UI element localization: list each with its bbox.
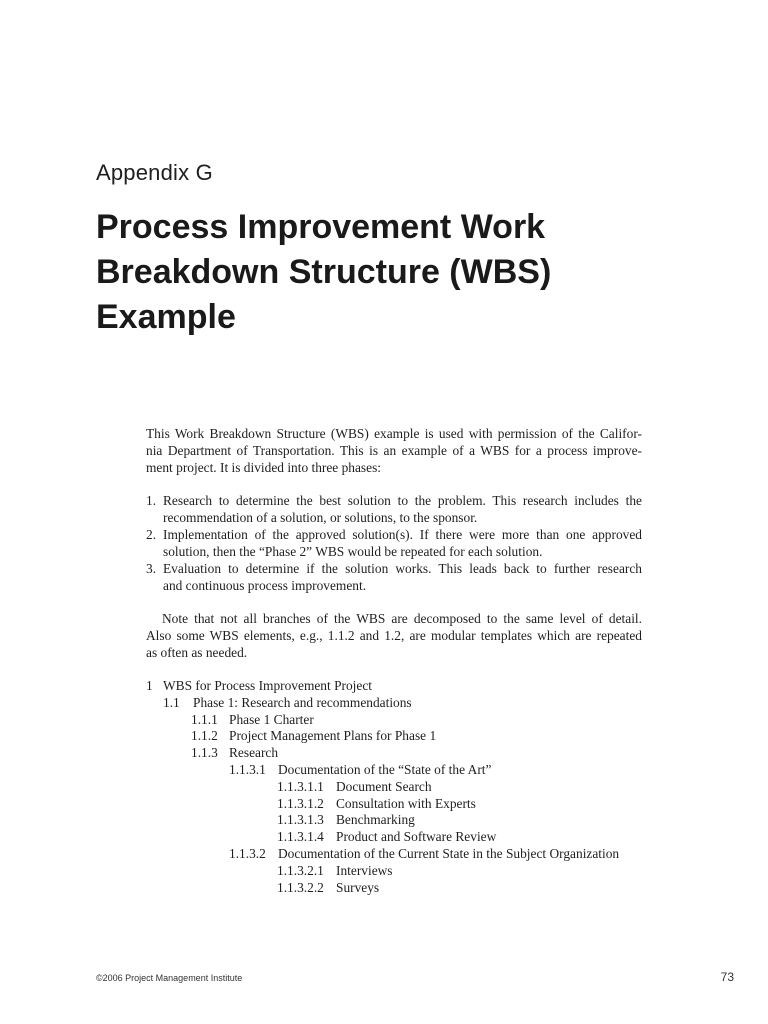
wbs-outline — [146, 677, 642, 895]
wbs-item — [146, 828, 642, 845]
wbs-item — [146, 795, 642, 812]
title-line: Breakdown Structure (WBS) — [96, 253, 552, 291]
wbs-code: 1.1.1 — [191, 711, 218, 727]
phase-line: recommendation of a solution, or solutions, to the sponsor. — [163, 510, 478, 525]
title-line: Process Improvement Work — [96, 208, 546, 246]
footer-copyright: ©2006 Project Management Institute — [96, 973, 243, 983]
wbs-item — [146, 711, 642, 728]
wbs-label: Document Search — [336, 778, 432, 794]
wbs-label: Surveys — [336, 879, 380, 895]
wbs-label: Phase 1: Research and recommendations — [193, 694, 412, 710]
title-line: Example — [96, 298, 236, 336]
wbs-code: 1.1.3.1.2 — [277, 795, 324, 811]
wbs-label: Phase 1 Charter — [229, 711, 314, 727]
wbs-item — [146, 677, 642, 694]
phase-line: Research to determine the best solution to the problem. This research includes the — [163, 493, 642, 508]
note-paragraph — [146, 610, 642, 661]
wbs-code: 1.1.3.1 — [229, 761, 266, 777]
phase-number: 2. — [146, 527, 157, 542]
wbs-label: Research — [229, 745, 279, 761]
appendix-label: Appendix G — [96, 160, 213, 185]
phase-item — [146, 526, 642, 560]
intro-line: This Work Breakdown Structure (WBS) example is used with permission of the Califor- — [146, 426, 642, 441]
wbs-item — [146, 761, 642, 778]
wbs-item — [146, 778, 642, 795]
page-number: 73 — [720, 970, 734, 984]
wbs-label: Product and Software Review — [336, 829, 497, 845]
wbs-code: 1.1.3.2.2 — [277, 879, 324, 895]
phase-number: 1. — [146, 493, 157, 508]
wbs-code: 1.1.3.2.1 — [277, 862, 324, 878]
wbs-item — [146, 862, 642, 879]
wbs-code: 1.1.3.2 — [229, 845, 266, 861]
note-line: as often as needed. — [146, 645, 248, 660]
wbs-label: Benchmarking — [336, 812, 415, 828]
phase-line: and continuous process improvement. — [163, 578, 367, 593]
note-line: Also some WBS elements, e.g., 1.1.2 and 1.2, are modular templates which are repeated — [146, 628, 642, 643]
wbs-item — [146, 845, 642, 862]
intro-line: nia Department of Transportation. This is an example of a WBS for a process improve- — [146, 443, 642, 458]
phase-line: Implementation of the approved solution(s). If there were more than one approved — [163, 527, 642, 542]
intro-line: ment project. It is divided into three phases: — [146, 460, 382, 475]
note-line: Note that not all branches of the WBS are decomposed to the same level of detail. — [162, 611, 642, 626]
wbs-code: 1.1 — [163, 694, 180, 710]
wbs-label: WBS for Process Improvement Project — [163, 678, 372, 693]
wbs-code: 1.1.3.1.4 — [277, 829, 324, 845]
wbs-item — [146, 727, 642, 744]
wbs-item — [146, 694, 642, 711]
wbs-item — [146, 879, 642, 896]
wbs-item — [146, 744, 642, 761]
body-text — [146, 425, 642, 895]
phase-line: solution, then the “Phase 2” WBS would be repeated for each solution. — [163, 544, 543, 559]
wbs-code: 1 — [146, 678, 153, 693]
wbs-code: 1.1.3 — [191, 745, 218, 761]
phase-item — [146, 492, 642, 526]
wbs-code: 1.1.3.1.1 — [277, 778, 324, 794]
phase-list — [146, 492, 642, 594]
wbs-label: Project Management Plans for Phase 1 — [229, 728, 437, 744]
wbs-code: 1.1.2 — [191, 728, 218, 744]
wbs-code: 1.1.3.1.3 — [277, 812, 324, 828]
phase-item — [146, 560, 642, 594]
intro-paragraph — [146, 425, 642, 476]
wbs-label: Documentation of the Current State in the Subject Organization — [278, 845, 620, 861]
wbs-label: Consultation with Experts — [336, 795, 476, 811]
wbs-label: Documentation of the “State of the Art” — [278, 761, 492, 777]
phase-number: 3. — [146, 561, 157, 576]
wbs-item — [146, 811, 642, 828]
page-title — [96, 205, 696, 340]
wbs-label: Interviews — [336, 862, 393, 878]
phase-line: Evaluation to determine if the solution works. This leads back to further research — [163, 561, 642, 576]
